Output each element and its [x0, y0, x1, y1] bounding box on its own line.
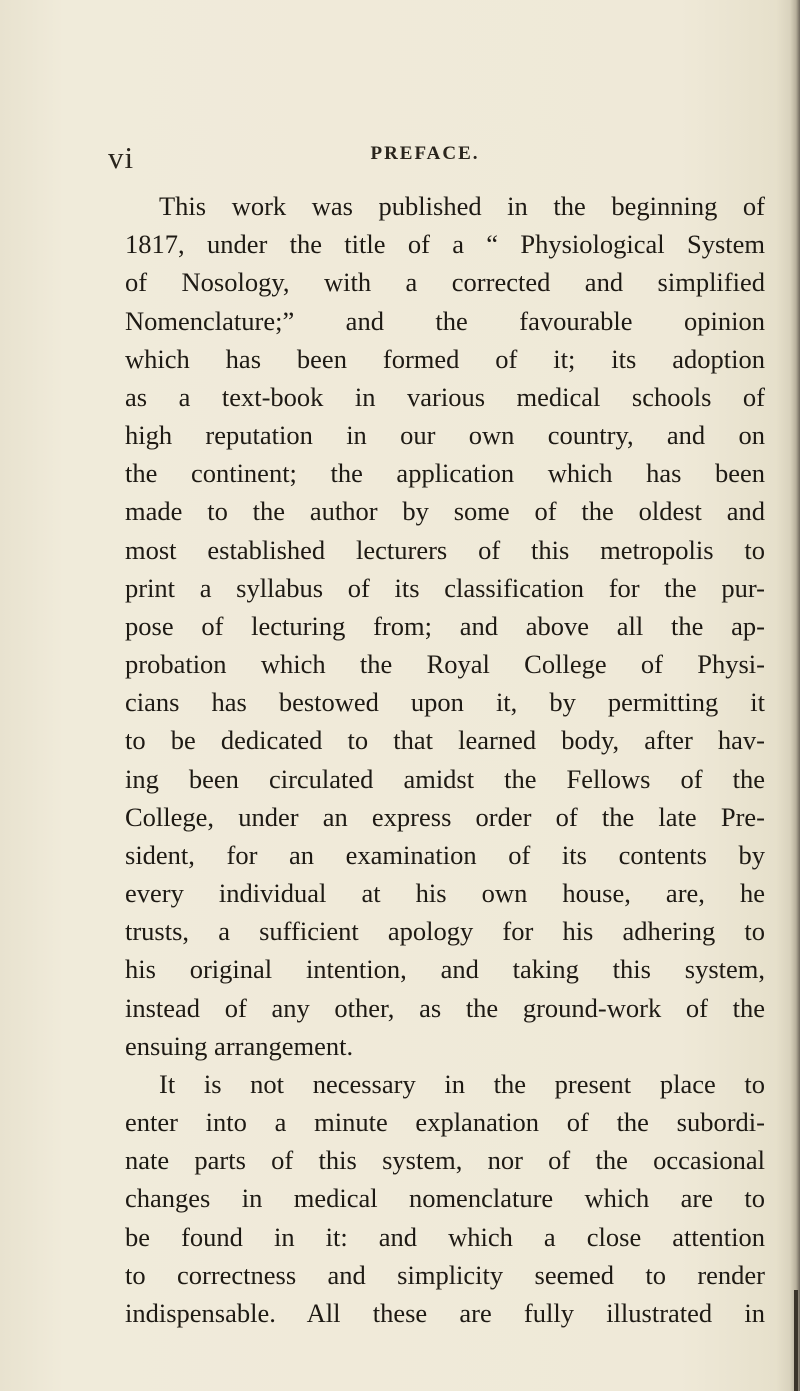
text-line-19: every individual at his own house, are, he — [125, 878, 765, 909]
text-line-23: ensuing arrangement. — [125, 1030, 354, 1061]
binding-edge — [794, 1290, 798, 1391]
running-head: PREFACE. — [370, 143, 480, 164]
text-line-14: cians has bestowed upon it, by permitting it — [125, 687, 765, 718]
text-line-3: of Nosology, with a corrected and simplified — [125, 267, 765, 298]
text-line-28: be found in it: and which a close attention — [125, 1221, 765, 1252]
preface-body — [125, 187, 765, 1332]
text-line-6: as a text-book in various medical schools of — [125, 381, 765, 412]
text-line-29: to correctness and simplicity seemed to render — [125, 1259, 765, 1290]
text-line-11: print a syllabus of its classification for the pur- — [125, 572, 765, 603]
text-line-16: ing been circulated amidst the Fellows of the — [125, 763, 765, 794]
text-line-8: the continent; the application which has been — [125, 458, 765, 489]
text-line-12: pose of lecturing from; and above all the ap- — [125, 610, 765, 641]
page-header — [0, 130, 800, 175]
text-line-4: Nomenclature;” and the favourable opinion — [125, 305, 765, 336]
text-line-30: indispensable. All these are fully illustrated in — [125, 1297, 765, 1328]
text-line-15: to be dedicated to that learned body, after hav- — [125, 725, 765, 756]
page-edge-shadow — [790, 0, 800, 1391]
page-number: vi — [108, 140, 135, 175]
text-line-2: 1817, under the title of a “ Physiological System — [125, 229, 765, 260]
text-line-22: instead of any other, as the ground-work of the — [125, 992, 765, 1023]
text-line-26: nate parts of this system, nor of the occasional — [125, 1145, 765, 1176]
text-line-5: which has been formed of it; its adoption — [125, 343, 765, 374]
text-line-24: It is not necessary in the present place to — [159, 1068, 765, 1099]
text-line-10: most established lecturers of this metropolis to — [125, 534, 765, 565]
text-line-7: high reputation in our own country, and on — [125, 420, 765, 451]
text-line-13: probation which the Royal College of Physi- — [125, 649, 765, 680]
text-line-27: changes in medical nomenclature which are to — [125, 1183, 765, 1214]
text-line-18: sident, for an examination of its contents by — [125, 839, 765, 870]
text-line-25: enter into a minute explanation of the subordi- — [125, 1107, 765, 1138]
text-line-9: made to the author by some of the oldest and — [125, 496, 765, 527]
text-line-17: College, under an express order of the late Pre- — [125, 801, 765, 832]
text-line-21: his original intention, and taking this system, — [125, 954, 765, 985]
text-line-1: This work was published in the beginning of — [159, 191, 765, 221]
text-line-20: trusts, a sufficient apology for his adhering to — [125, 916, 765, 947]
